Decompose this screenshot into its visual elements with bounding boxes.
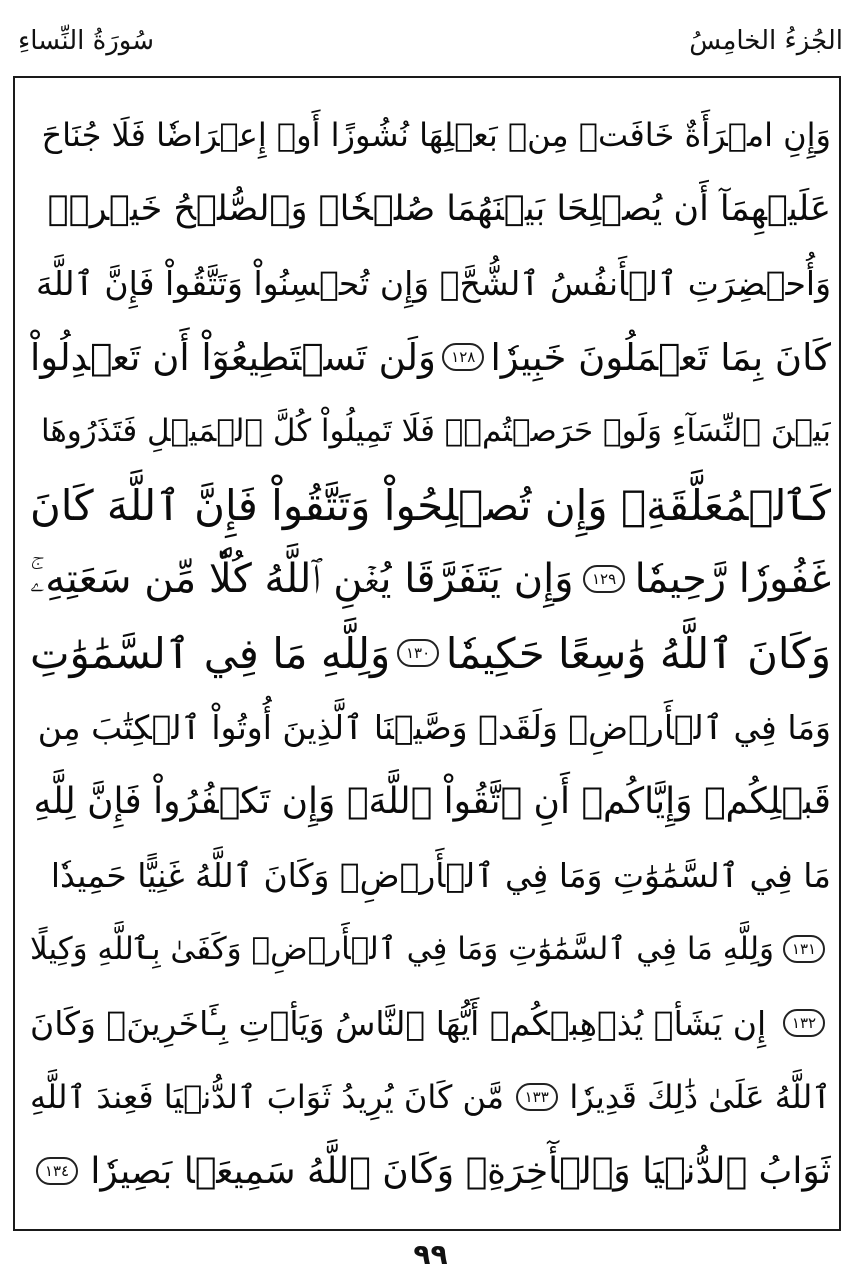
ayah-number-marker: ١٢٨ bbox=[442, 343, 484, 371]
verse-text: كَانَ بِمَا تَعۡمَلُونَ خَبِيرٗا bbox=[490, 335, 831, 379]
verse-text: إِن يَشَأۡ يُذۡهِبۡكُمۡ أَيُّهَا ٱلنَّاسُ وَيَأۡتِ بِـَٔاخَرِينَۚ وَكَانَ bbox=[30, 1003, 767, 1043]
verse-text: مَّن كَانَ يُرِيدُ ثَوَابَ ٱلدُّنۡيَا فَعِندَ ٱللَّهِ bbox=[30, 1078, 504, 1116]
verse-text: وَإِن يَتَفَرَّقَا يُغۡنِ ٱللَّهُ كُلّٗا مِّن سَعَتِهِۦۚ bbox=[30, 556, 574, 602]
verse-text: وَلَن تَسۡتَطِيعُوٓاْ أَن تَعۡدِلُواْ bbox=[30, 335, 436, 379]
verse-line bbox=[30, 394, 831, 468]
verse-line bbox=[30, 1060, 831, 1134]
verse-line bbox=[30, 912, 831, 986]
ayah-number-marker: ١٣٣ bbox=[516, 1083, 558, 1111]
verse-text: غَفُورٗا رَّحِيمٗا bbox=[634, 556, 831, 602]
verse-text: وَأُحۡضِرَتِ ٱلۡأَنفُسُ ٱلشُّحَّۚ وَإِن تُحۡسِنُواْ وَتَتَّقُواْ فَإِنَّ ٱللَّهَ bbox=[35, 263, 831, 303]
verse-line bbox=[30, 986, 831, 1060]
verse-line bbox=[30, 172, 831, 246]
juz-title: الجُزءُ الخامِسُ bbox=[689, 26, 843, 56]
page-number: ٩٩ bbox=[413, 1238, 448, 1271]
verse-text: مَا فِي ٱلسَّمَٰوَٰتِ وَمَا فِي ٱلۡأَرۡضِۚ وَكَانَ ٱللَّهُ غَنِيًّا حَمِيدٗا bbox=[50, 855, 831, 895]
verse-line bbox=[30, 616, 831, 690]
verse-text: وَلِلَّهِ مَا فِي ٱلسَّمَٰوَٰتِ وَمَا فِي ٱلۡأَرۡضِۚ وَكَفَىٰ بِٱللَّهِ وَكِيلًا bbox=[30, 931, 775, 967]
verse-line bbox=[30, 98, 831, 172]
verse-text: قَبۡلِكُمۡ وَإِيَّاكُمۡ أَنِ ٱتَّقُواْ ٱللَّهَۚ وَإِن تَكۡفُرُواْ فَإِنَّ لِلَّهِ bbox=[33, 780, 831, 822]
verse-text: وَكَانَ ٱللَّهُ وَٰسِعًا حَكِيمٗا bbox=[445, 628, 831, 678]
ayah-number-marker: ١٣٢ bbox=[783, 1009, 825, 1037]
surah-title: سُورَةُ النِّساءِ bbox=[18, 26, 154, 56]
verse-text: وَإِنِ امۡرَأَةٌ خَافَتۡ مِنۢ بَعۡلِهَا نُشُوزًا أَوۡ إِعۡرَاضٗا فَلَا جُنَاحَ bbox=[41, 116, 831, 154]
verse-text: ٱللَّهُ عَلَىٰ ذَٰلِكَ قَدِيرٗا bbox=[569, 1078, 831, 1116]
verse-text: بَيۡنَ ٱلنِّسَآءِ وَلَوۡ حَرَصۡتُمۡۖ فَلَا تَمِيلُواْ كُلَّ ٱلۡمَيۡلِ فَتَذَرُوهَا bbox=[40, 413, 831, 449]
verse-line bbox=[30, 320, 831, 394]
verse-line bbox=[30, 468, 831, 542]
verse-line bbox=[30, 764, 831, 838]
ayah-number-marker: ١٣٠ bbox=[397, 639, 439, 667]
verse-text: وَلِلَّهِ مَا فِي ٱلسَّمَٰوَٰتِ bbox=[30, 628, 391, 678]
verse-line bbox=[30, 542, 831, 616]
verse-line bbox=[30, 838, 831, 912]
ayah-number-marker: ١٢٩ bbox=[583, 565, 625, 593]
ayah-number-marker: ١٣١ bbox=[783, 935, 825, 963]
verse-text: ثَوَابُ ٱلدُّنۡيَا وَٱلۡأٓخِرَةِۚ وَكَانَ ٱللَّهُ سَمِيعَۢا بَصِيرٗا bbox=[90, 1150, 831, 1192]
verse-text: وَمَا فِي ٱلۡأَرۡضِۗ وَلَقَدۡ وَصَّيۡنَا ٱلَّذِينَ أُوتُواْ ٱلۡكِتَٰبَ مِن bbox=[37, 707, 831, 747]
verse-line bbox=[30, 246, 831, 320]
verse-line bbox=[30, 690, 831, 764]
verse-text: عَلَيۡهِمَآ أَن يُصۡلِحَا بَيۡنَهُمَا صُلۡحٗاۚ وَٱلصُّلۡحُ خَيۡرٞۗ bbox=[47, 189, 831, 229]
verse-text-block bbox=[30, 98, 831, 1230]
page-header bbox=[18, 18, 843, 68]
verse-text: كَٱلۡمُعَلَّقَةِۚ وَإِن تُصۡلِحُواْ وَتَتَّقُواْ فَإِنَّ ٱللَّهَ كَانَ bbox=[30, 480, 831, 530]
ayah-number-marker: ١٣٤ bbox=[36, 1157, 78, 1185]
verse-line bbox=[30, 1134, 831, 1208]
